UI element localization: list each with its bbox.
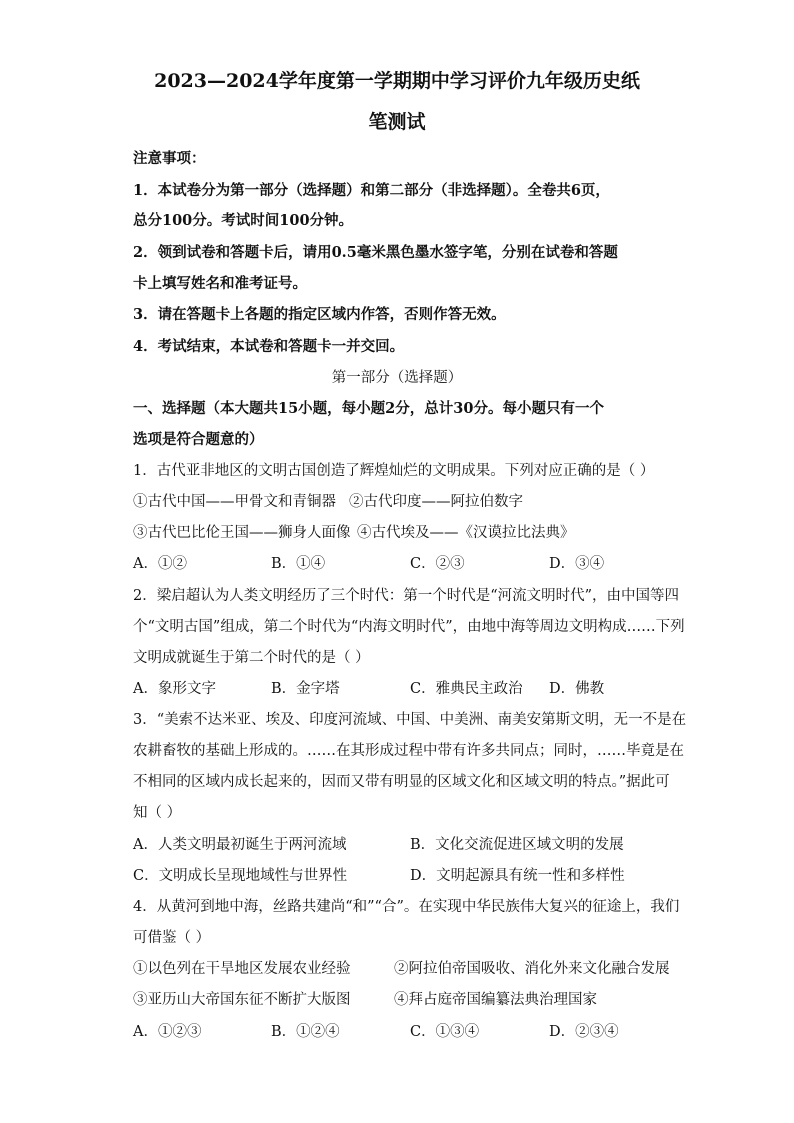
q4-option-b: B．①②④: [271, 1024, 340, 1040]
q1-option-c: C．②③: [410, 556, 465, 572]
q2-stem: 文明成就诞生于第二个时代的是（ ）: [133, 650, 370, 666]
q1-option-a: A．①②: [133, 556, 187, 572]
part1-heading: 第一部分（选择题）: [331, 370, 463, 386]
q3-option-a: A．人类文明最初诞生于两河流域: [133, 837, 347, 853]
notice-item: 3．请在答题卡上各题的指定区域内作答，否则作答无效。: [133, 306, 506, 323]
section-heading-line1: 一、选择题（本大题共15小题，每小题2分，总计30分。每小题只有一个: [133, 400, 604, 417]
q4-item: ①以色列在干旱地区发展农业经验: [133, 961, 351, 977]
q3-option-b: B．文化交流促进区域文明的发展: [410, 837, 624, 853]
q4-item: ④拜占庭帝国编纂法典治理国家: [394, 992, 597, 1008]
q1-item: ④古代埃及——《汉谟拉比法典》: [357, 525, 575, 541]
notice-item: 卡上填写姓名和准考证号。: [133, 275, 307, 292]
q3-stem: 3．“美索不达米亚、埃及、印度河流域、中国、中美洲、南美安第斯文明，无一不是在: [133, 712, 687, 728]
q1-item: ①古代中国——甲骨文和青铜器: [133, 494, 336, 510]
q3-stem: 农耕畜牧的基础上形成的。……在其形成过程中带有许多共同点；同时，……毕竟是在: [133, 743, 684, 759]
exam-title-line1: 2023—2024学年度第一学期期中学习评价九年级历史纸: [154, 70, 640, 92]
notice-item: 1．本试卷分为第一部分（选择题）和第二部分（非选择题）。全卷共6页，: [133, 182, 610, 199]
q4-option-d: D．②③④: [549, 1024, 619, 1040]
q2-option-d: D．佛教: [549, 681, 605, 697]
exam-title-line2: 笔测试: [368, 111, 426, 133]
q2-option-b: B．金字塔: [271, 681, 340, 697]
q2-stem: 个“文明古国”组成，第二个时代为“内海文明时代”，由地中海等周边文明构成……下列: [133, 619, 685, 635]
notice-item: 2．领到试卷和答题卡后，请用0.5毫米黑色墨水签字笔，分别在试卷和答题: [133, 244, 618, 261]
q1-stem: 1．古代亚非地区的文明古国创造了辉煌灿烂的文明成果。下列对应正确的是（ ）: [133, 463, 655, 479]
q4-option-c: C．①③④: [410, 1024, 480, 1040]
q2-stem: 2．梁启超认为人类文明经历了三个时代：第一个时代是“河流文明时代”，由中国等四: [133, 588, 680, 604]
notice-heading: 注意事项：: [133, 150, 206, 167]
q4-stem: 可借鉴（ ）: [133, 930, 211, 946]
q2-option-a: A．象形文字: [133, 681, 216, 697]
section-heading-line2: 选项是符合题意的）: [133, 431, 264, 448]
q3-option-d: D．文明起源具有统一性和多样性: [410, 868, 625, 884]
q1-option-d: D．③④: [549, 556, 605, 572]
q1-option-b: B．①④: [271, 556, 326, 572]
q4-option-a: A．①②③: [133, 1024, 202, 1040]
notice-item: 4．考试结束，本试卷和答题卡一并交回。: [133, 338, 405, 355]
q4-item: ③亚历山大帝国东征不断扩大版图: [133, 992, 351, 1008]
q4-item: ②阿拉伯帝国吸收、消化外来文化融合发展: [394, 961, 670, 977]
q3-stem: 不相同的区域内成长起来的，因而又带有明显的区域文化和区域文明的特点。”据此可: [133, 774, 670, 790]
q4-stem: 4．从黄河到地中海，丝路共建尚“和”“合”。在实现中华民族伟大复兴的征途上，我们: [133, 899, 680, 915]
q1-item: ②古代印度——阿拉伯数字: [349, 494, 523, 510]
q3-option-c: C．文明成长呈现地域性与世界性: [133, 868, 348, 884]
notice-item: 总分100分。考试时间100分钟。: [133, 212, 354, 229]
q1-item: ③古代巴比伦王国——狮身人面像: [133, 525, 351, 541]
q2-option-c: C．雅典民主政治: [410, 681, 523, 697]
q3-stem: 知（ ）: [133, 805, 182, 821]
